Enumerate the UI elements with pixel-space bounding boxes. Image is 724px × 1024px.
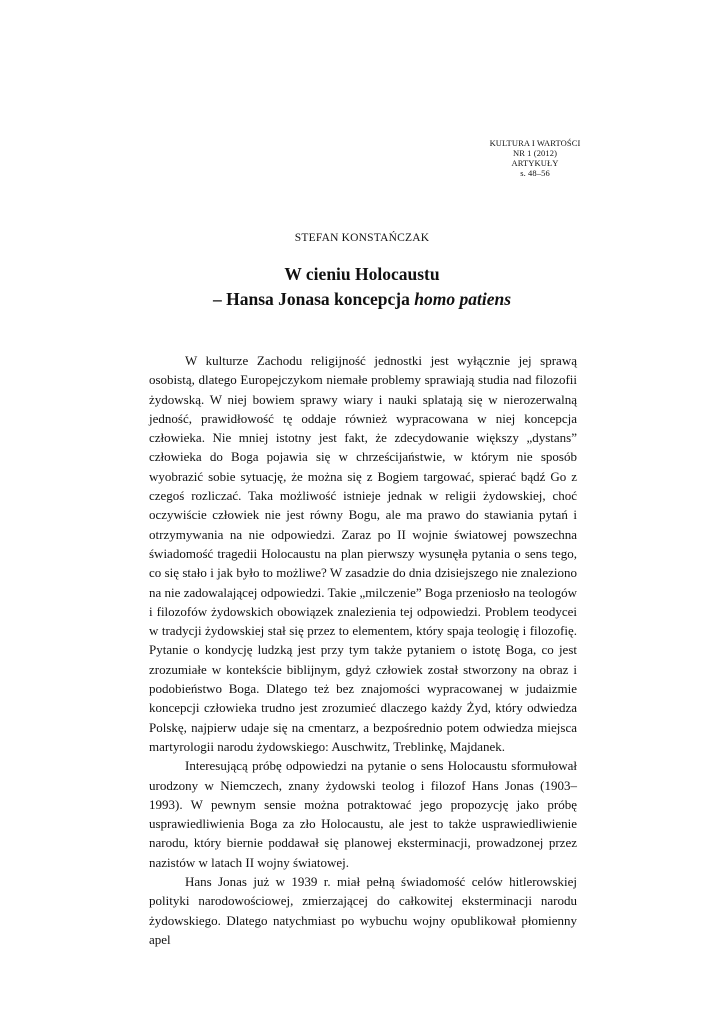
- article-body: [149, 351, 577, 949]
- journal-pages: s. 48–56: [520, 168, 550, 178]
- article-title: [0, 262, 724, 312]
- paragraph: W kulturze Zachodu religijność jednostki jest wyłącznie jej sprawą osobistą, dlatego Europejczykom niemałe problemy sprawiają studia nad filozofii żydowską. W niej bowiem sprawy wiary i nauki splatają się w nierozerwalną jedność, prawidłowość tę oddaje również wypracowana w niej koncepcja człowieka. Nie mniej istotny jest fakt, że zdecydowanie większy „dystans” człowieka do Boga pojawia się w chrześcijaństwie, w którym nie sposób wyobrazić sobie sytuację, że można się z Bogiem targować, spierać bądź Go z czegoś rozliczać. Taka możliwość istnieje jednak w religii żydowskiej, choć oczywiście człowiek nie jest równy Bogu, ale ma prawo do stawiania pytań i otrzymywania na nie odpowiedzi. Zaraz po II wojnie światowej powszechna świadomość tragedii Holocaustu na plan pierwszy wysunęła pytania o sens tego, co się stało i jak było to możliwe? W zasadzie do dnia dzisiejszego nie znaleziono na nie zadowalającej odpowiedzi. Takie „milczenie” Boga przeniosło na teologów i filozofów żydowskich obowiązek znalezienia tej odpowiedzi. Problem teodycei w tradycji żydowskiej stał się przez to elementem, który spaja teologię i filozofię. Pytanie o kondycję ludzką jest przy tym także pytaniem o istotę Boga, co jest zrozumiałe w kontekście biblijnym, gdyż człowiek został stworzony na obraz i podobieństwo Boga. Dlatego też bez znajomości wypracowanej w judaizmie koncepcji człowieka trudno jest zrozumieć dlaczego każdy Żyd, który odwiedza Polskę, najpierw udaje się na cmentarz, a bezpośrednio potem odwiedza miejsca martyrologii narodu żydowskiego: Auschwitz, Treblinkę, Majdanek.: [149, 353, 577, 754]
- author-name: STEFAN KONSTAŃCZAK: [294, 232, 430, 244]
- journal-name: KULTURA I WARTOŚCI: [489, 138, 581, 148]
- title-line-2-italic: homo patiens: [414, 289, 512, 309]
- title-line-2-prefix: – Hansa Jonasa koncepcja: [212, 289, 410, 309]
- paragraph: Interesującą próbę odpowiedzi na pytanie o sens Holocaustu sformułował urodzony w Niemczech, znany żydowski teolog i filozof Hans Jonas (1903–1993). W pewnym sensie można potraktować jego propozycję jako próbę usprawiedliwienia Boga za zło Holocaustu, ale jest to także usprawiedliwienie narodu, który biernie poddawał się planowej eksterminacji, prowadzonej przez nazistów w latach II wojny światowej.: [149, 758, 577, 870]
- paragraph: Hans Jonas już w 1939 r. miał pełną świadomość celów hitlerowskiej polityki narodowościowej, zmierzającej do całkowitej eksterminacji narodu żydowskiego. Dlatego natychmiast po wybuchu wojny opublikował płomienny apel: [149, 874, 577, 947]
- title-line-2: [0, 287, 724, 312]
- journal-header: [470, 138, 600, 178]
- journal-section: ARTYKUŁY: [511, 158, 559, 168]
- title-line-1: W cieniu Holocaustu: [284, 264, 440, 284]
- journal-issue: NR 1 (2012): [512, 148, 558, 158]
